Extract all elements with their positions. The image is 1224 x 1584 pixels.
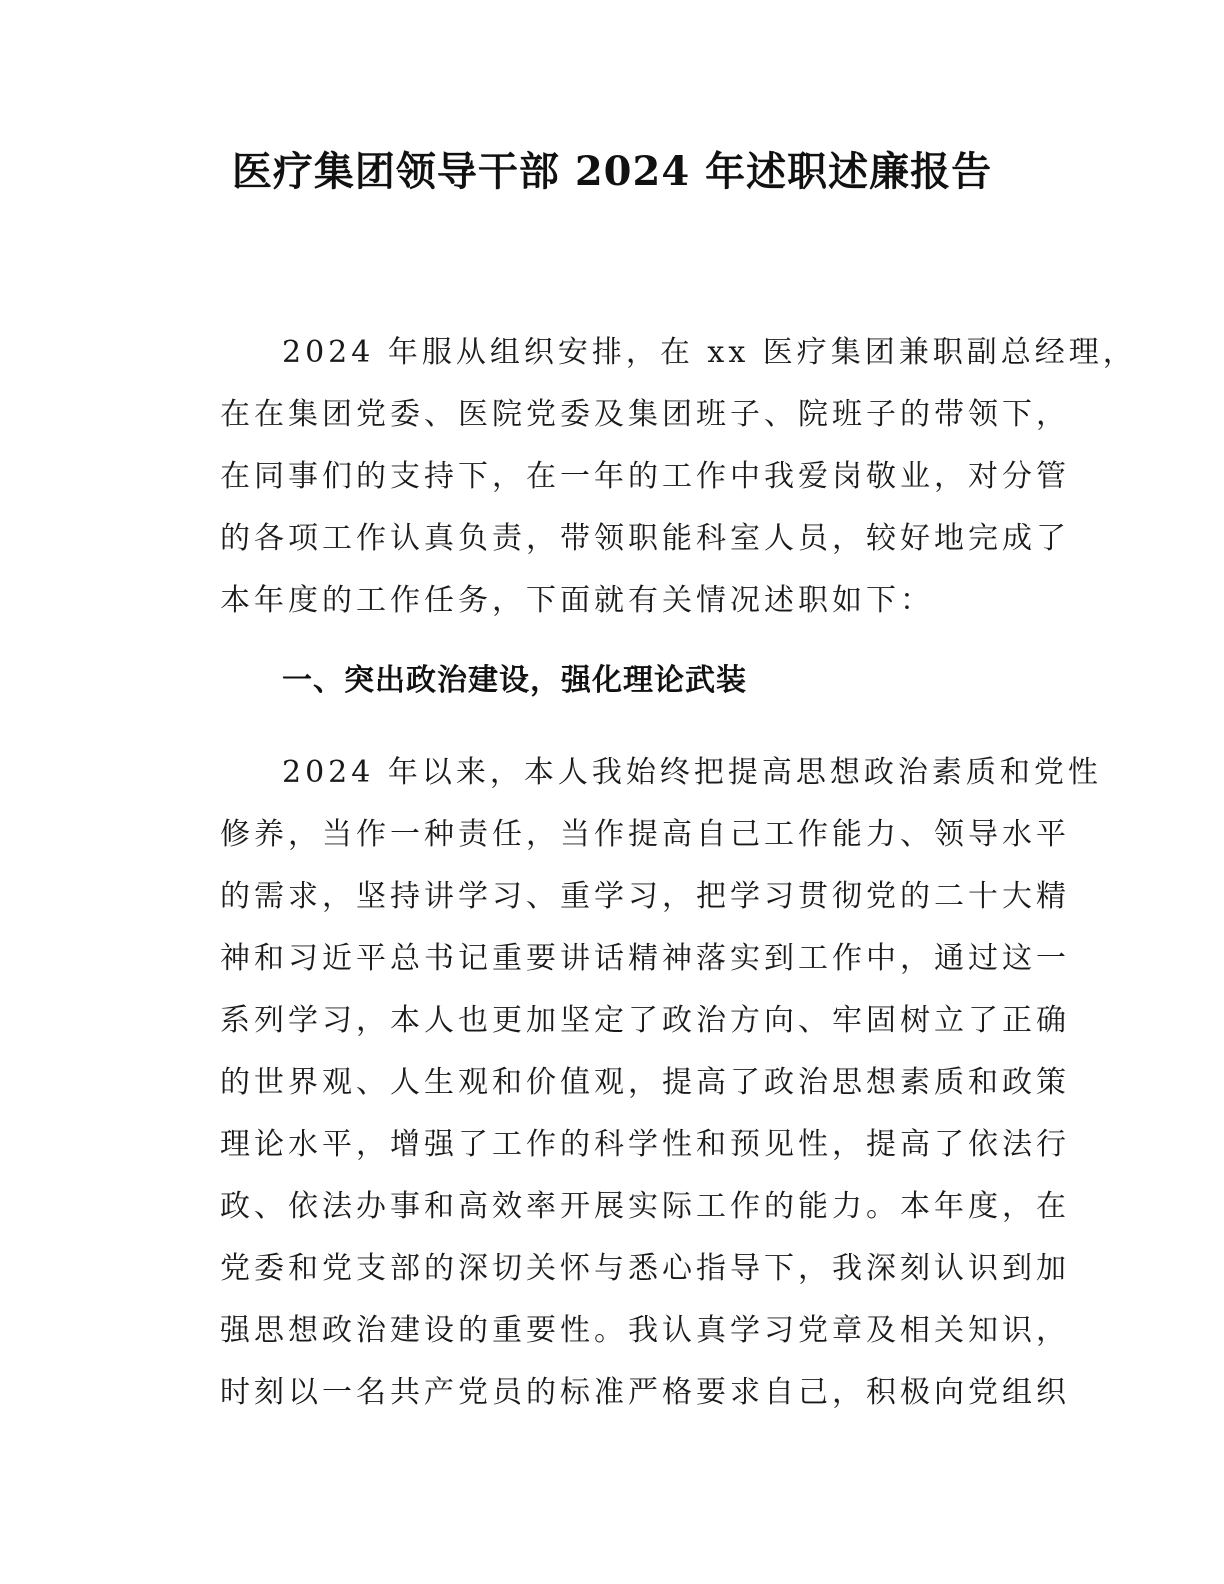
paragraph-line: 强思想政治建设的重要性。我认真学习党章及相关知识， [220, 1313, 1070, 1348]
paragraph-line: 在同事们的支持下，在一年的工作中我爱岗敬业，对分管 [220, 459, 1070, 494]
paragraph-line: 修养，当作一种责任，当作提高自己工作能力、领导水平 [220, 817, 1070, 852]
paragraph-line: 的世界观、人生观和价值观，提高了政治思想素质和政策 [220, 1065, 1070, 1100]
document-title: 医疗集团领导干部 2024 年述职述廉报告 [231, 148, 993, 195]
paragraph-intro [220, 322, 1137, 632]
paragraph-line: 的需求，坚持讲学习、重学习，把学习贯彻党的二十大精 [220, 879, 1070, 914]
paragraph-political-building [220, 742, 1102, 1424]
paragraph-line: 2024 年服从组织安排，在 xx 医疗集团兼职副总经理， [282, 335, 1137, 370]
section-heading: 一、突出政治建设，强化理论武装 [282, 663, 747, 698]
paragraph-line: 理论水平，增强了工作的科学性和预见性，提高了依法行 [220, 1127, 1070, 1162]
paragraph-line: 的各项工作认真负责，带领职能科室人员，较好地完成了 [220, 521, 1070, 556]
paragraph-line: 党委和党支部的深切关怀与悉心指导下，我深刻认识到加 [220, 1251, 1070, 1286]
paragraph-line: 系列学习，本人也更加坚定了政治方向、牢固树立了正确 [220, 1003, 1070, 1038]
paragraph-line: 神和习近平总书记重要讲话精神落实到工作中，通过这一 [220, 941, 1070, 976]
paragraph-line: 时刻以一名共产党员的标准严格要求自己，积极向党组织 [220, 1375, 1070, 1410]
paragraph-line: 在在集团党委、医院党委及集团班子、院班子的带领下， [220, 397, 1070, 432]
paragraph-line: 本年度的工作任务，下面就有关情况述职如下： [220, 583, 934, 618]
paragraph-line: 政、依法办事和高效率开展实际工作的能力。本年度，在 [220, 1189, 1070, 1224]
paragraph-line: 2024 年以来，本人我始终把提高思想政治素质和党性 [282, 755, 1102, 790]
